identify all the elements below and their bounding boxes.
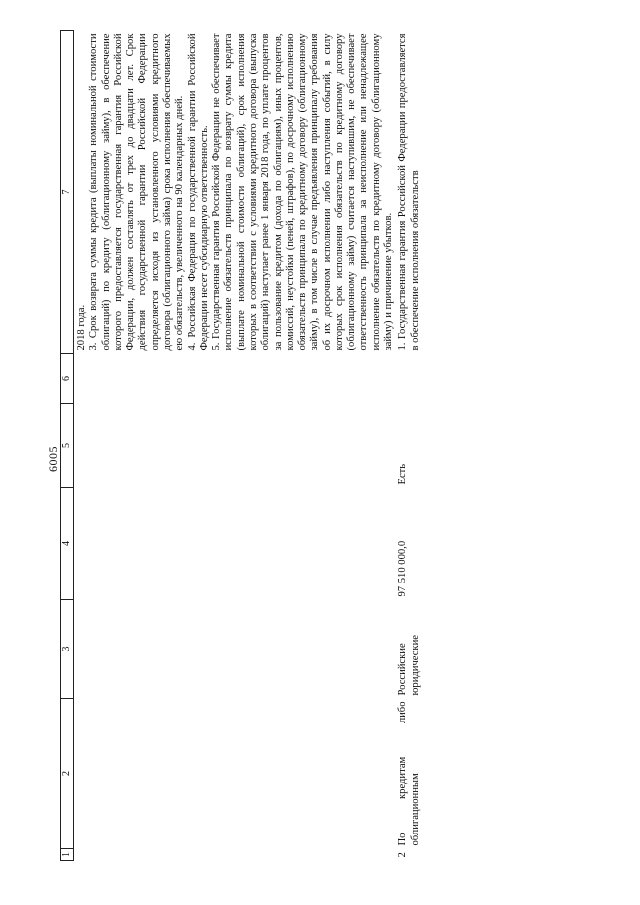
purpose-text: По кредитам либо облигационным bbox=[397, 701, 421, 846]
col6-cell bbox=[395, 354, 422, 404]
row-number: 2 bbox=[397, 852, 409, 858]
paragraph: 5. Государственная гарантия Российской Федерации не обеспечивает исполнение обязательств принципала по возврату суммы кредита (выплате номинальной стоимости облигаций), срок исполнения которых в соответствии с условиями кредитного договора (выпуска облигаций) наступает ранее 1 января 2018 года, по уплате процентов за пользование кредитом (дохода по облигациям), иных процентов, комиссий, неустойки (пеней, штрафов), по досрочному исполнению обязательств принципала по кредитному договору (облигационному займу), в том числе в случае предъявления принципалу требования об их досрочном исполнении либо наступления событий, в силу которых срок исполнения обязательств по кредитному договору (облигационному займу) считается наступившим, не обеспечивает ответственность принципала за неисполнение или ненадлежащее исполнение обязательств по кредитному договору (облигационному займу) и причинение убытков. bbox=[211, 33, 395, 351]
amount-cell: 97 510 000,0 bbox=[397, 540, 409, 597]
paragraph: 4. Российская Федерация по государственной гарантии Российской Федерации несет субсидиарную ответственность. bbox=[186, 33, 210, 351]
guarantee-table-sheet bbox=[60, 31, 580, 861]
column-number: 6 bbox=[61, 354, 74, 404]
guarantee-table bbox=[60, 30, 422, 861]
paragraph: 1. Государственная гарантия Российской Федерации предоставляется в обеспечение исполнения обязательств bbox=[397, 33, 421, 351]
regress-cell: Есть bbox=[397, 463, 409, 485]
column-number: 5 bbox=[61, 404, 74, 488]
column-number: 3 bbox=[61, 600, 74, 699]
paragraph: 3. Срок возврата суммы кредита (выплаты номинальной стоимости облигаций) по кредиту (облигационному займу), в обеспечение которого предоставляется государственная гарантия Российской Федерации, должен составлять от трех до двадцати лет. Срок действия государственной гарантии Российской Федерации определяется исходя из установленного условиями кредитного договора (облигационного займа) срока исполнения обеспечиваемых ею обязательств, увеличенного на 90 календарных дней. bbox=[88, 33, 186, 351]
column-number-row bbox=[61, 31, 74, 861]
table-row bbox=[395, 31, 422, 861]
column-number: 4 bbox=[61, 488, 74, 600]
paragraph: 2018 года. bbox=[76, 304, 87, 351]
column-number: 2 bbox=[61, 699, 74, 849]
continuation-conditions-cell bbox=[74, 31, 396, 354]
purpose-cell bbox=[395, 699, 422, 849]
column-number: 1 bbox=[61, 849, 74, 861]
recipients-cell: Российские юридические bbox=[397, 635, 421, 696]
conditions-cell bbox=[395, 31, 422, 354]
page-number: 6005 bbox=[46, 446, 60, 472]
continuation-row bbox=[74, 31, 396, 861]
column-number: 7 bbox=[61, 31, 74, 354]
